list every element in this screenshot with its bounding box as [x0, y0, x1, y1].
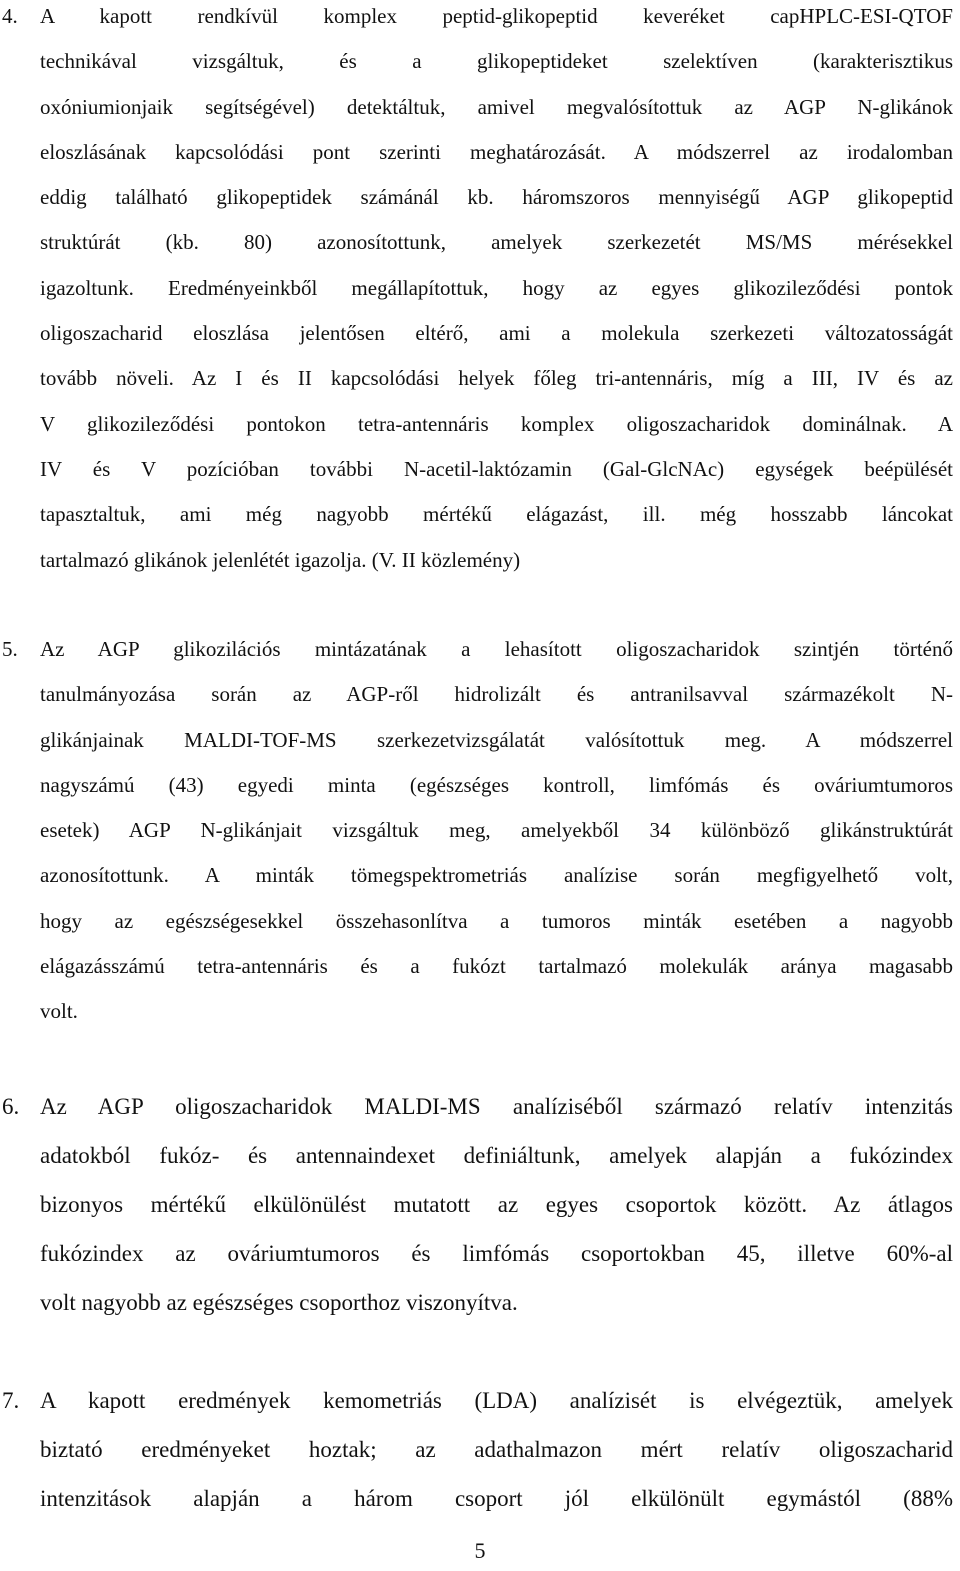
item-text [40, 0, 953, 583]
text-line: eloszlásának kapcsolódási pont szerinti meghatározását. A módszerrel az irodalomban [40, 139, 953, 164]
item-number: 5. [2, 637, 18, 661]
text-line: Az AGP oligoszacharidok MALDI-MS analíziséből származó relatív intenzitás [40, 1094, 953, 1119]
text-line: technikával vizsgáltuk, és a glikopeptideket szelektíven (karakterisztikus [40, 49, 953, 74]
text-line: struktúrát (kb. 80) azonosítottunk, amelyek szerkezetét MS/MS mérésekkel [40, 230, 953, 255]
text-line: intenzitások alapján a három csoport jól elkülönült egymástól (88% [40, 1486, 953, 1511]
text-line: A kapott rendkívül komplex peptid-glikopeptid keveréket capHPLC-ESI-QTOF [40, 4, 953, 28]
text-line: tovább növeli. Az I és II kapcsolódási helyek főleg tri-antennáris, míg a III, IV és az [40, 366, 953, 391]
item-number: 4. [2, 4, 18, 28]
text-line: azonosítottunk. A minták tömegspektrometriás analízise során megfigyelhető volt, [40, 863, 953, 888]
text-line: eddig található glikopeptidek számánál kb. háromszoros mennyiségű AGP glikopeptid [40, 185, 953, 210]
item-text [40, 1082, 953, 1327]
item-number: 7. [2, 1388, 20, 1413]
text-line: fukózindex az ováriumtumoros és limfómás csoportokban 45, illetve 60%-al [40, 1241, 953, 1266]
text-line: Az AGP glikozilációs mintázatának a lehasított oligoszacharidok szintjén történő [40, 637, 953, 661]
text-line: tanulmányozása során az AGP-ről hidrolizált és antranilsavval származékolt N- [40, 682, 953, 707]
text-line: nagyszámú (43) egyedi minta (egészséges kontroll, limfómás és ováriumtumoros [40, 772, 953, 797]
text-line: bizonyos mértékű elkülönülést mutatott az egyes csoportok között. Az átlagos [40, 1192, 953, 1217]
text-line: oligoszacharid eloszlása jelentősen eltérő, ami a molekula szerkezeti változatosságát [40, 321, 953, 346]
text-line: elágazásszámú tetra-antennáris és a fukózt tartalmazó molekulák aránya magasabb [40, 954, 953, 979]
text-line: adatokból fukóz- és antennaindexet definiáltunk, amelyek alapján a fukózindex [40, 1143, 953, 1168]
text-line: tartalmazó glikánok jelenlétét igazolja. (V. II közlemény) [40, 547, 521, 572]
page-number: 5 [474, 1538, 486, 1563]
text-line: IV és V pozícióban további N-acetil-laktózamin (Gal-GlcNAc) egységek beépülését [40, 456, 953, 481]
item-number: 6. [2, 1094, 20, 1119]
text-line: biztató eredményeket hoztak; az adathalmazon mért relatív oligoszacharid [40, 1437, 953, 1462]
text-line: volt. [40, 999, 78, 1024]
text-line: esetek) AGP N-glikánjait vizsgáltuk meg, amelyekből 34 különböző glikánstruktúrát [40, 818, 953, 843]
text-line: V glikozileződési pontokon tetra-antennáris komplex oligoszacharidok dominálnak. A [40, 411, 953, 436]
text-line: volt nagyobb az egészséges csoporthoz viszonyítva. [40, 1290, 518, 1315]
text-line: hogy az egészségesekkel összehasonlítva a tumoros minták esetében a nagyobb [40, 908, 953, 933]
text-line: tapasztaltuk, ami még nagyobb mértékű elágazást, ill. még hosszabb láncokat [40, 502, 953, 527]
text-line: igazoltunk. Eredményeinkből megállapítottuk, hogy az egyes glikozileződési pontok [40, 275, 953, 300]
item-text [40, 627, 953, 1035]
text-line: oxóniumionjaik segítségével) detektáltuk, amivel megvalósítottuk az AGP N-glikánok [40, 94, 953, 119]
item-text [40, 1376, 953, 1523]
text-line: A kapott eredmények kemometriás (LDA) analízisét is elvégeztük, amelyek [40, 1388, 953, 1413]
text-line: glikánjainak MALDI-TOF-MS szerkezetvizsgálatát valósítottuk meg. A módszerrel [40, 727, 953, 752]
